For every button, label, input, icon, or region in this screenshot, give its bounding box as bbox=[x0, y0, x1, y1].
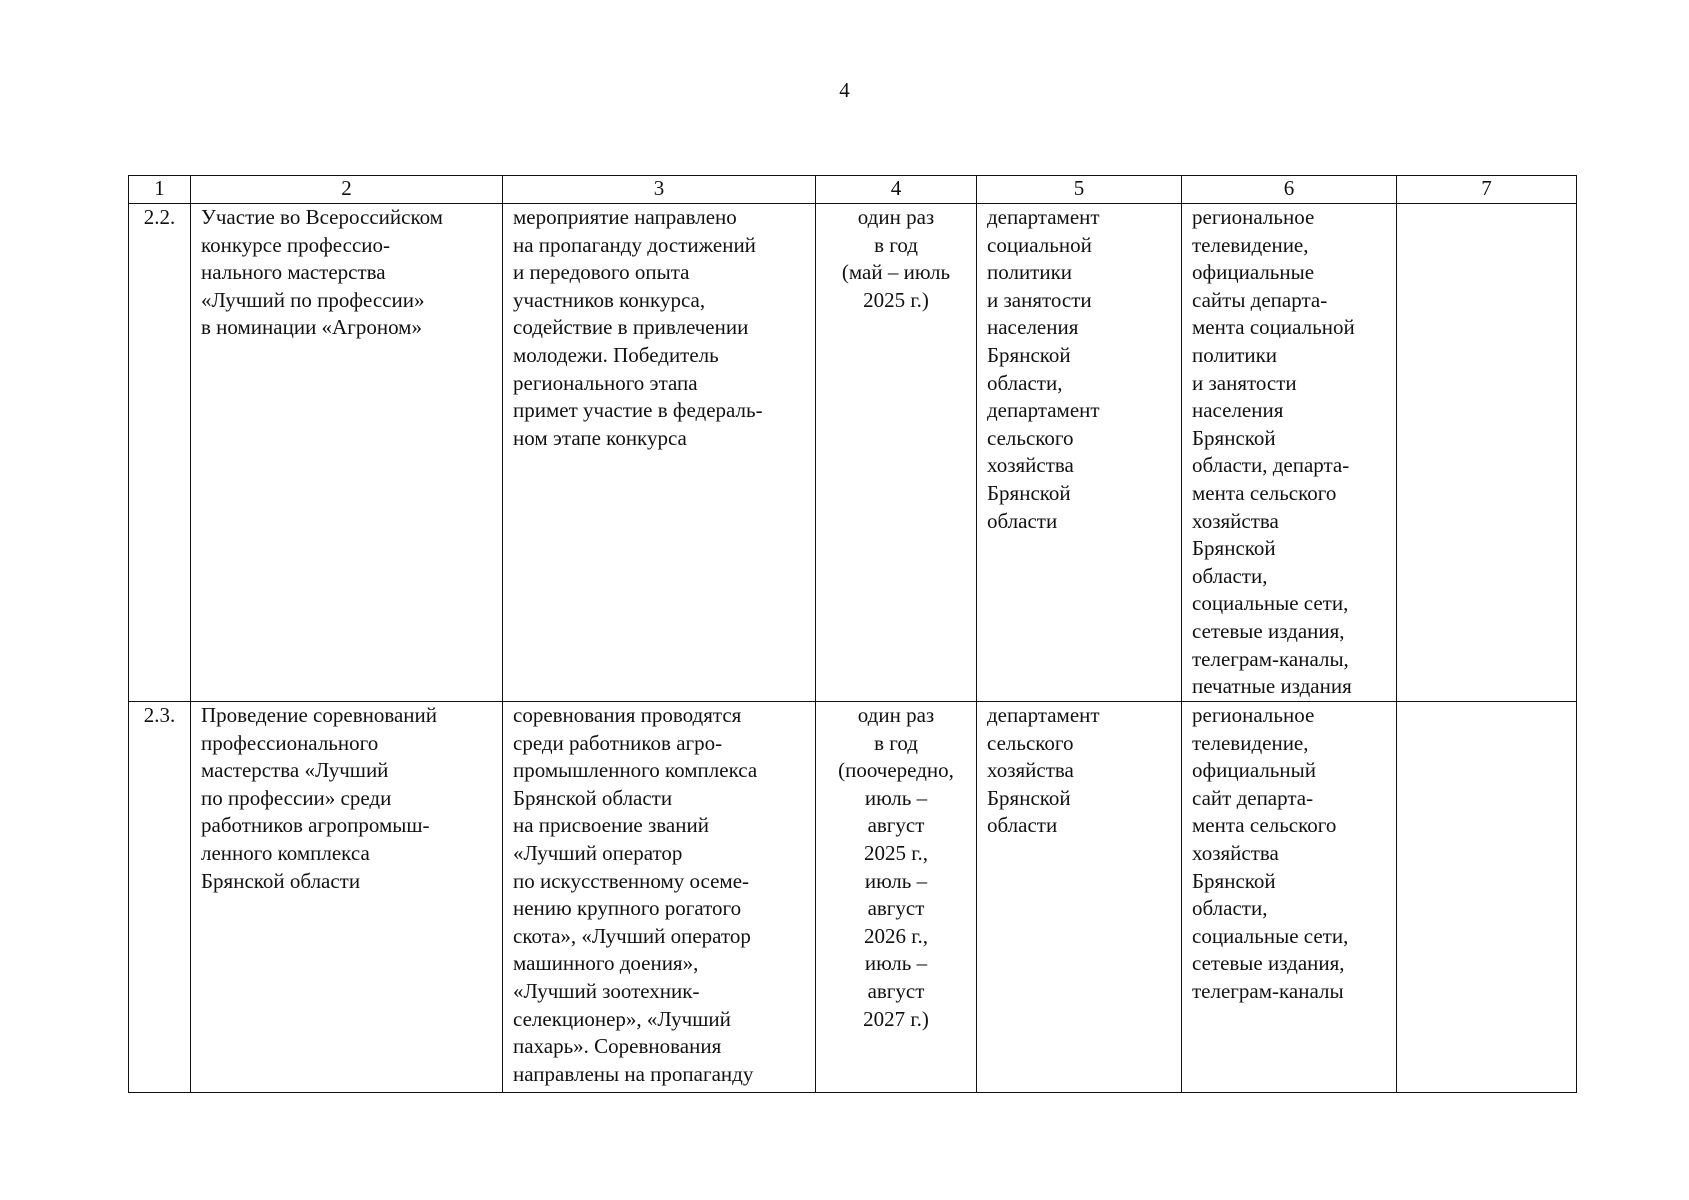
cell-text-line: среди работников агро- bbox=[513, 730, 723, 755]
cell-text-line: и занятости bbox=[987, 287, 1092, 312]
column-header-2: 2 bbox=[191, 176, 503, 204]
cell-text-line: Брянской bbox=[987, 342, 1071, 367]
cell-text-line: на присвоение званий bbox=[513, 813, 709, 838]
cell-text-line: «Лучший оператор bbox=[513, 840, 683, 865]
cell-text-line: август bbox=[867, 813, 925, 838]
cell-text-line: печатные издания bbox=[1192, 674, 1352, 699]
cell-text-line: содействие в привлечении bbox=[513, 315, 749, 340]
cell-text-line: хозяйства bbox=[987, 453, 1074, 478]
cell-text-line: ленного комплекса bbox=[201, 840, 370, 865]
cell-text-line: направлены на пропаганду bbox=[513, 1061, 754, 1086]
cell-text-line: Брянской bbox=[987, 785, 1071, 810]
table-header-row bbox=[129, 176, 1577, 204]
cell-text-line: политики bbox=[987, 260, 1073, 285]
cell-text-line: сельского bbox=[987, 730, 1074, 755]
cell-text-line: сетевые издания, bbox=[1192, 618, 1345, 643]
media-cell bbox=[1182, 702, 1397, 1093]
event-description-cell bbox=[503, 702, 816, 1093]
cell-text-line: август bbox=[867, 896, 925, 921]
cell-text-line: департамент bbox=[987, 398, 1100, 423]
cell-text-line: региональное bbox=[1192, 205, 1315, 229]
column-header-3: 3 bbox=[503, 176, 816, 204]
cell-text-line: мента сельского bbox=[1192, 813, 1337, 838]
cell-text-line: селекционер», «Лучший bbox=[513, 1006, 731, 1031]
cell-text-line: Брянской области bbox=[201, 868, 361, 893]
cell-text-line: области, bbox=[1192, 896, 1268, 921]
row-number bbox=[129, 204, 191, 702]
cell-text-line: «Лучший зоотехник- bbox=[513, 978, 700, 1003]
cell-text-line: социальные сети, bbox=[1192, 591, 1349, 616]
cell-text-line: участников конкурса, bbox=[513, 287, 706, 312]
event-name-cell bbox=[191, 204, 503, 702]
note-cell bbox=[1397, 204, 1577, 702]
cell-text-line: Брянской bbox=[1192, 868, 1276, 893]
cell-text-line: телевидение, bbox=[1192, 232, 1309, 257]
cell-text-line: июль – bbox=[864, 785, 928, 810]
cell-text-line: регионального этапа bbox=[513, 370, 698, 395]
cell-text-line: машинного доения», bbox=[513, 951, 699, 976]
cell-text-line: ном этапе конкурса bbox=[513, 425, 687, 450]
cell-text-line: примет участие в федераль- bbox=[513, 398, 763, 423]
cell-text-line: 2026 г., bbox=[864, 923, 928, 948]
cell-text-line: июль – bbox=[864, 951, 928, 976]
cell-text-line: хозяйства bbox=[987, 758, 1074, 783]
cell-text-line: Брянской области bbox=[513, 785, 673, 810]
cell-text-line: по искусственному осеме- bbox=[513, 868, 750, 893]
column-header-4: 4 bbox=[816, 176, 977, 204]
cell-text-line: телеграм-каналы, bbox=[1192, 646, 1349, 671]
cell-text-line: пахарь». Соревнования bbox=[513, 1034, 722, 1059]
column-header-6: 6 bbox=[1182, 176, 1397, 204]
cell-text-line: социальной bbox=[987, 232, 1092, 257]
cell-text-line: региональное bbox=[1192, 703, 1315, 727]
cell-text-line: телеграм-каналы bbox=[1192, 978, 1344, 1003]
cell-text-line: мента социальной bbox=[1192, 315, 1355, 340]
cell-text-line: работников агропромыш- bbox=[201, 813, 430, 838]
cell-text-line: сетевые издания, bbox=[1192, 951, 1345, 976]
cell-text-line: телевидение, bbox=[1192, 730, 1309, 755]
cell-text-line: (поочередно, bbox=[838, 758, 954, 783]
table-row bbox=[129, 702, 1577, 1093]
cell-text-line: области, bbox=[1192, 563, 1268, 588]
cell-text-line: по профессии» среди bbox=[201, 785, 392, 810]
cell-text-line: официальные bbox=[1192, 260, 1315, 285]
media-cell bbox=[1182, 204, 1397, 702]
cell-text-line: Брянской bbox=[1192, 536, 1276, 561]
cell-text-line: Брянской bbox=[1192, 425, 1276, 450]
cell-text-line: (май – июль bbox=[841, 260, 951, 285]
cell-text-line: один раз bbox=[857, 205, 935, 229]
cell-text-line: Проведение соревнований bbox=[201, 703, 438, 727]
cell-text-line: конкурсе профессио- bbox=[201, 232, 390, 257]
column-header-7: 7 bbox=[1397, 176, 1577, 204]
note-cell bbox=[1397, 702, 1577, 1093]
cell-text-line: август bbox=[867, 978, 925, 1003]
cell-text-line: скота», «Лучший оператор bbox=[513, 923, 751, 948]
cell-text-line: и занятости bbox=[1192, 370, 1297, 395]
cell-text-line: области bbox=[987, 508, 1058, 533]
row-number bbox=[129, 702, 191, 1093]
cell-text-line: июль – bbox=[864, 868, 928, 893]
responsible-cell bbox=[977, 702, 1182, 1093]
cell-text-line: «Лучший по профессии» bbox=[201, 287, 425, 312]
cell-text-line: сайты департа- bbox=[1192, 287, 1328, 312]
cell-text-line: области bbox=[987, 813, 1058, 838]
cell-text-line: соревнования проводятся bbox=[513, 703, 742, 727]
cell-text-line: один раз bbox=[857, 703, 935, 727]
cell-text-line: мастерства «Лучший bbox=[201, 758, 389, 783]
cell-text-line: политики bbox=[1192, 342, 1278, 367]
event-name-cell bbox=[191, 702, 503, 1093]
cell-text-line: нального мастерства bbox=[201, 260, 386, 285]
table-row bbox=[129, 204, 1577, 702]
event-description-cell bbox=[503, 204, 816, 702]
cell-text-line: хозяйства bbox=[1192, 508, 1279, 533]
cell-text-line: нению крупного рогатого bbox=[513, 896, 742, 921]
row-number-text: 2.3. bbox=[143, 703, 176, 727]
column-header-5: 5 bbox=[977, 176, 1182, 204]
cell-text-line: официальный bbox=[1192, 758, 1316, 783]
cell-text-line: в год bbox=[874, 232, 918, 257]
cell-text-line: хозяйства bbox=[1192, 840, 1279, 865]
events-table bbox=[128, 175, 1577, 1093]
cell-text-line: Участие во Всероссийском bbox=[201, 205, 443, 229]
cell-text-line: 2027 г.) bbox=[863, 1006, 929, 1031]
cell-text-line: сельского bbox=[987, 425, 1074, 450]
event-term-cell bbox=[816, 204, 977, 702]
column-header-1: 1 bbox=[129, 176, 191, 204]
responsible-cell bbox=[977, 204, 1182, 702]
cell-text-line: области, bbox=[987, 370, 1063, 395]
cell-text-line: мента сельского bbox=[1192, 480, 1337, 505]
cell-text-line: департамент bbox=[987, 205, 1100, 229]
cell-text-line: профессионального bbox=[201, 730, 379, 755]
page-number: 4 bbox=[839, 78, 850, 102]
cell-text-line: населения bbox=[1192, 398, 1284, 423]
cell-text-line: в номинации «Агроном» bbox=[201, 315, 422, 340]
cell-text-line: 2025 г.) bbox=[863, 287, 929, 312]
cell-text-line: 2025 г., bbox=[864, 840, 928, 865]
cell-text-line: сайт департа- bbox=[1192, 785, 1314, 810]
cell-text-line: и передового опыта bbox=[513, 260, 690, 285]
event-term-cell bbox=[816, 702, 977, 1093]
cell-text-line: мероприятие направлено bbox=[513, 205, 737, 229]
cell-text-line: населения bbox=[987, 315, 1079, 340]
cell-text-line: социальные сети, bbox=[1192, 923, 1349, 948]
cell-text-line: промышленного комплекса bbox=[513, 758, 758, 783]
row-number-text: 2.2. bbox=[143, 205, 176, 229]
cell-text-line: в год bbox=[874, 730, 918, 755]
cell-text-line: департамент bbox=[987, 703, 1100, 727]
cell-text-line: на пропаганду достижений bbox=[513, 232, 756, 257]
cell-text-line: Брянской bbox=[987, 480, 1071, 505]
cell-text-line: области, департа- bbox=[1192, 453, 1350, 478]
cell-text-line: молодежи. Победитель bbox=[513, 342, 719, 367]
